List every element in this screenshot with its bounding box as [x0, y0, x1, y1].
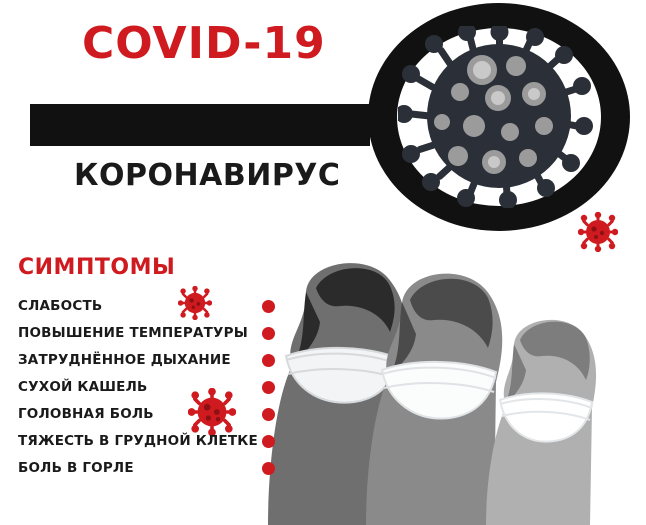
bullet-dot-icon [262, 300, 275, 313]
symptoms-heading: СИМПТОМЫ [18, 255, 176, 280]
bullet-dot-icon [262, 354, 275, 367]
bullet-dot-icon [262, 435, 275, 448]
virus-icon [398, 26, 600, 208]
bullet-dot-icon [262, 408, 275, 421]
bullet-dot-icon [262, 381, 275, 394]
page-title: COVID-19 [82, 18, 326, 69]
magnifier-handle-icon [30, 104, 370, 146]
symptom-label: СУХОЙ КАШЕЛЬ [18, 379, 148, 395]
list-item [18, 376, 278, 403]
page-subtitle: КОРОНАВИРУС [74, 158, 341, 193]
list-item [18, 295, 278, 322]
symptom-label: ТЯЖЕСТЬ В ГРУДНОЙ КЛЕТКЕ [18, 433, 258, 449]
symptom-label: СЛАБОСТЬ [18, 298, 103, 314]
list-item [18, 430, 278, 457]
list-item [18, 322, 278, 349]
list-item [18, 403, 278, 430]
list-item [18, 457, 278, 484]
bullet-dot-icon [262, 462, 275, 475]
symptom-label: ЗАТРУДНЁННОЕ ДЫХАНИЕ [18, 352, 231, 368]
symptom-label: БОЛЬ В ГОРЛЕ [18, 460, 134, 476]
symptom-label: ГОЛОВНАЯ БОЛЬ [18, 406, 154, 422]
list-item [18, 349, 278, 376]
symptom-label: ПОВЫШЕНИЕ ТЕМПЕРАТУРЫ [18, 325, 248, 341]
virus-icon-small-right [578, 212, 618, 252]
symptoms-list [18, 295, 278, 484]
bullet-dot-icon [262, 327, 275, 340]
people-with-masks-icon [262, 248, 646, 525]
